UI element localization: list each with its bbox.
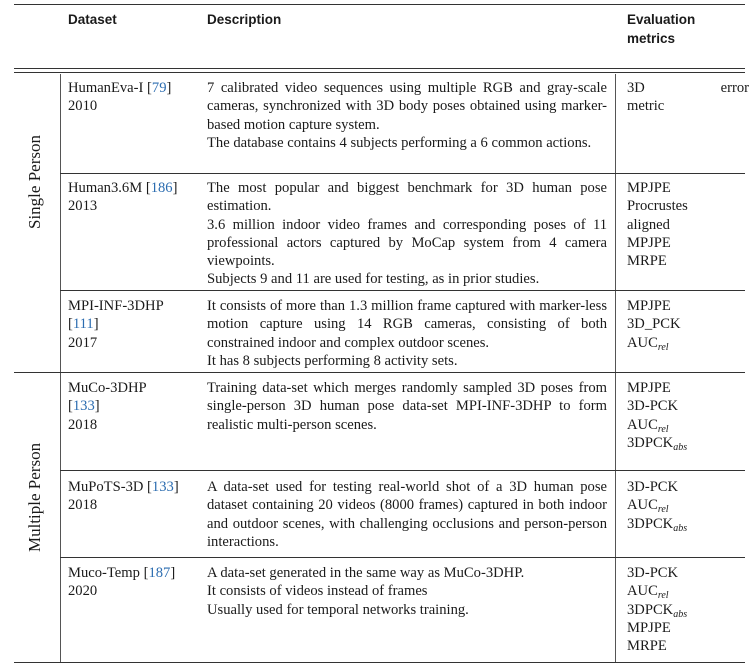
- table-row-humaneva-metrics: 3D error metric: [627, 80, 749, 115]
- dataset-year: 2020: [68, 583, 98, 600]
- table-row-mpi-inf-3dhp-dataset: MPI-INF-3DHP [111] 2017: [68, 298, 164, 351]
- vertical-separator-right: [615, 74, 616, 662]
- dataset-year: 2017: [68, 334, 98, 351]
- table-row-human36m-dataset: Human3.6M [186] 2013: [68, 180, 178, 215]
- table-row-humaneva-description: 7 calibrated video sequences using multiple RGB and gray-scale cameras, synchronized with 3D body poses obtained using marker-based motion capture system. The database contains 4 subjects performing a 6 common actions.: [207, 80, 607, 151]
- dataset-year: 2010: [68, 98, 98, 115]
- row-separator: [60, 557, 745, 558]
- dataset-year: 2018: [68, 416, 98, 433]
- table-row-mpi-inf-3dhp-metrics: MPJPE 3D_PCK $AUC_{rel}$: [627, 298, 681, 353]
- table-row-muco-temp-metrics: 3D-PCK $AUC_{rel}$ $3DPCK_{abs}$ MPJPE MRPE: [627, 565, 688, 655]
- citation-link[interactable]: 133: [72, 398, 95, 415]
- header-metrics-line1: Evaluation: [627, 12, 696, 27]
- table-row-mpi-inf-3dhp-description: It consists of more than 1.3 million frame captured with marker-less motion capture using 14 RGB cameras, consisting of both constrained indoor and complex outdoor scenes. It has 8 subjects performing 8 activity sets.: [207, 298, 607, 369]
- table-row-muco-3dhp-description: Training data-set which merges randomly sampled 3D poses from single-person 3D human pose data-set MPI-INF-3DHP to form realistic multi-person scenes.: [207, 380, 607, 433]
- header-dataset: Dataset: [68, 12, 117, 27]
- header-description: Description: [207, 12, 282, 27]
- header-metrics-line2: metrics: [627, 31, 676, 46]
- dataset-year: 2013: [68, 198, 98, 215]
- dataset-year: 2018: [68, 497, 98, 514]
- citation-link[interactable]: 187: [148, 565, 171, 581]
- table-bottom-rule: [14, 662, 745, 663]
- table-row-muco-temp-description: A data-set generated in the same way as MuCo-3DHP. It consists of videos instead of frames Usually used for temporal networks training.: [207, 565, 525, 618]
- vertical-separator-left: [60, 74, 61, 662]
- table-row-humaneva-dataset: HumanEva-I [79] 2010: [68, 80, 172, 115]
- table-top-rule: [14, 4, 745, 5]
- table-row-mupots-3d-metrics: 3D-PCK $AUC_{rel}$ $3DPCK_{abs}$: [627, 479, 688, 534]
- citation-link[interactable]: 133: [151, 479, 174, 495]
- table-row-muco-3dhp-dataset: MuCo-3DHP [133] 2018: [68, 380, 147, 433]
- header-metrics: [627, 10, 695, 48]
- table-row-human36m-description: The most popular and biggest benchmark for 3D human pose estimation. 3.6 million indoor video frames and corresponding poses of 11 professional actors captured by MoCap system from 4 camera viewpoints. Subjects 9 and 11 are used for testing, as in prior studies.: [207, 180, 607, 288]
- group-label-single-person: Single Person: [25, 135, 44, 229]
- table-row-muco-3dhp-metrics: MPJPE 3D-PCK $AUC_{rel}$ $3DPCK_{abs}$: [627, 380, 688, 453]
- citation-link[interactable]: 79: [151, 80, 167, 96]
- header-double-rule-bottom: [14, 72, 745, 73]
- row-separator: [60, 470, 745, 471]
- table-row-mupots-3d-dataset: MuPoTS-3D [133] 2018: [68, 479, 179, 514]
- row-separator: [60, 290, 745, 291]
- group-separator: [14, 372, 745, 373]
- citation-link[interactable]: 186: [150, 180, 173, 196]
- group-label-multiple-person: Multiple Person: [25, 442, 44, 552]
- table-row-human36m-metrics: MPJPE Procrustes aligned MPJPE MRPE: [627, 180, 688, 270]
- citation-link[interactable]: 111: [72, 316, 94, 333]
- row-separator: [60, 173, 745, 174]
- table-row-mupots-3d-description: A data-set used for testing real-world shot of a 3D human pose dataset containing 20 videos (8000 frames) captured in both indoor and outdoor scenes, with challenging occlusions and person-person interactions.: [207, 479, 607, 550]
- table-row-muco-temp-dataset: Muco-Temp [187] 2020: [68, 565, 176, 600]
- header-double-rule-top: [14, 68, 745, 69]
